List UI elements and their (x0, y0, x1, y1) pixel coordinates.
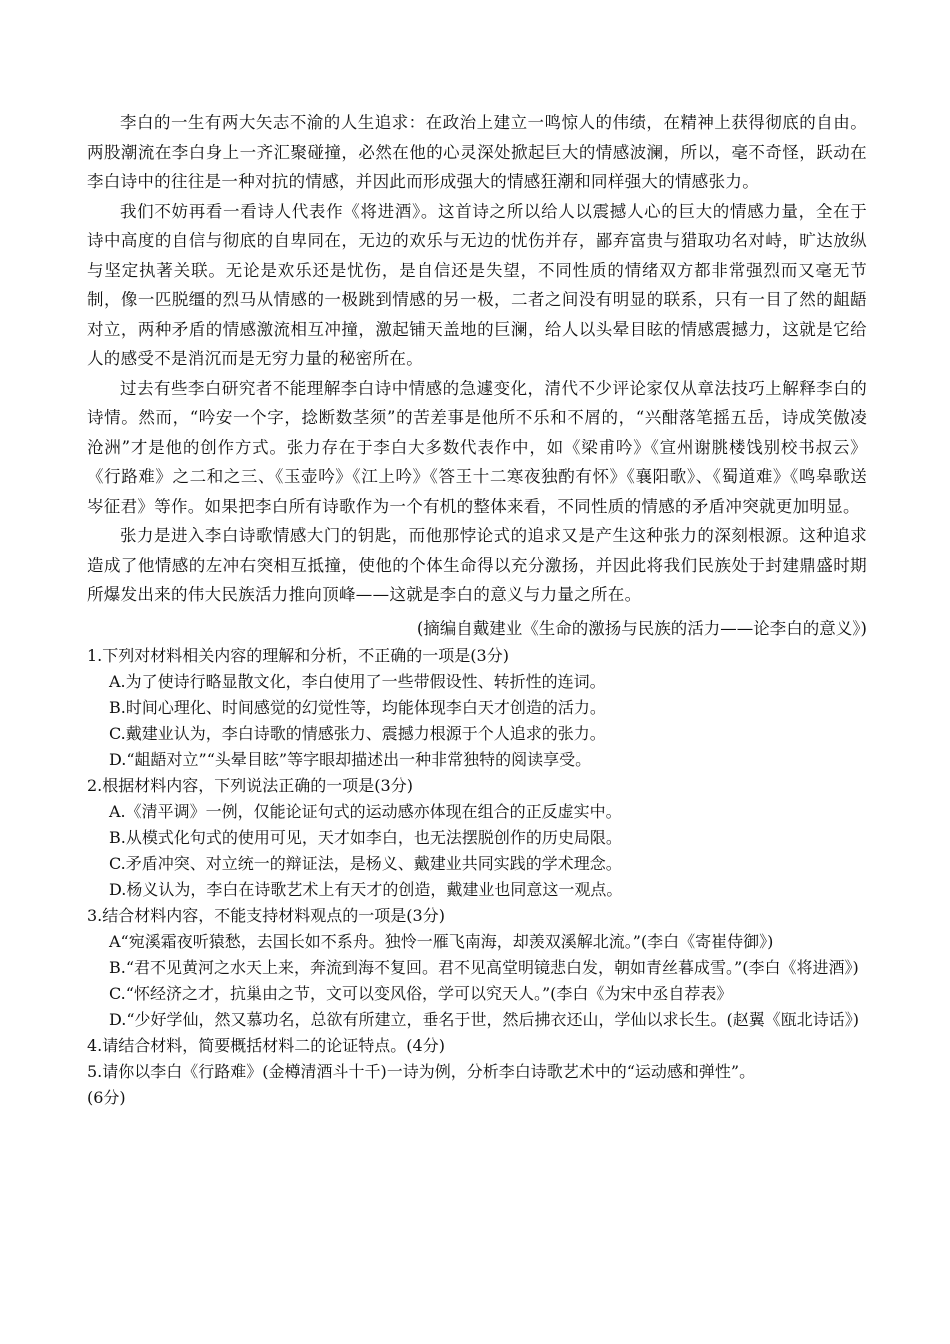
option-c: C.“怀经济之才，抗巢由之节，文可以变风俗，学可以究天人。”(李白《为宋中丞自荐表》 (109, 983, 733, 1003)
option-c: C.矛盾冲突、对立统一的辩证法，是杨义、戴建业共同实践的学术理念。 (109, 853, 622, 873)
question-2 (87, 773, 867, 903)
passage-paragraph-2: 我们不妨再看一看诗人代表作《将进酒》。这首诗之所以给人以震撼人心的巨大的情感力量，全在于诗中高度的自信与彻底的自卑同在，无边的欢乐与无边的忧伤并存，鄙弃富贵与猎取功名对峙，旷达放纵与坚定执著关联。无论是欢乐还是忧伤，是自信还是失望，不同性质的情绪双方都非常强烈而又毫无节制，像一匹脱缰的烈马从情感的一极跳到情感的另一极，二者之间没有明显的联系，只有一目了然的龃龉对立，两种矛盾的情感激流相互冲撞，激起铺天盖地的巨澜，给人以头晕目眩的情感震撼力，这就是它给人的感受不是消沉而是无穷力量的秘密所在。 (87, 201, 867, 368)
option-a: A.为了使诗行略显散文化，李白使用了一些带假设性、转折性的连词。 (109, 671, 606, 691)
option-a: A“宛溪霜夜听猿愁，去国长如不系舟。独怜一雁飞南海，却羡双溪解北流。”(李白《寄崔侍御》) (109, 931, 774, 951)
question-stem: 3.结合材料内容，不能支持材料观点的一项是(3分) (87, 905, 445, 925)
question-5 (87, 1059, 867, 1111)
reading-passage (87, 108, 867, 643)
passage-paragraph-4: 张力是进入李白诗歌情感大门的钥匙，而他那悖论式的追求又是产生这种张力的深刻根源。这种追求造成了他情感的左冲右突相互抵撞，使他的个体生命得以充分激扬，并因此将我们民族处于封建鼎盛时期所爆发出来的伟大民族活力推向顶峰——这就是李白的意义与力量之所在。 (87, 526, 867, 604)
option-c: C.戴建业认为，李白诗歌的情感张力、震撼力根源于个人追求的张力。 (109, 723, 606, 743)
option-d: D.“龃龉对立”“头晕目眩”等字眼却描述出一种非常独特的阅读享受。 (109, 749, 592, 769)
question-stem: 2.根据材料内容，下列说法正确的一项是(3分) (87, 775, 413, 795)
question-stem: 5.请你以李白《行路难》(金樽清酒斗十千)一诗为例，分析李白诗歌艺术中的“运动感和弹性”。 (87, 1061, 756, 1081)
question-list (87, 643, 867, 1111)
question-stem: 4.请结合材料，简要概括材料二的论证特点。(4分) (87, 1035, 445, 1055)
question-3 (87, 903, 867, 1033)
passage-paragraph-3: 过去有些李白研究者不能理解李白诗中情感的急遽变化，清代不少评论家仅从章法技巧上解释李白的诗情。然而，“吟安一个字，捻断数茎须”的苦差事是他所不乐和不屑的，“兴酣落笔摇五岳，诗成笑傲凌沧洲”才是他的创作方式。张力存在于李白大多数代表作中，如《梁甫吟》《宣州谢朓楼饯别校书叔云》《行路难》之二和之三、《玉壶吟》《江上吟》《答王十二寒夜独酌有怀》《襄阳歌》、《蜀道难》《鸣皋歌送岑征君》等作。如果把李白所有诗歌作为一个有机的整体来看，不同性质的情感的矛盾冲突就更加明显。 (87, 378, 867, 516)
question-stem: 1.下列对材料相关内容的理解和分析，不正确的一项是(3分) (87, 645, 509, 665)
passage-paragraph-1: 李白的一生有两大矢志不渝的人生追求：在政治上建立一鸣惊人的伟绩，在精神上获得彻底的自由。两股潮流在李白身上一齐汇聚碰撞，必然在他的心灵深处掀起巨大的情感波澜，所以，毫不奇怪，跃动在李白诗中的往往是一种对抗的情感，并因此而形成强大的情感狂潮和同样强大的情感张力。 (87, 113, 867, 191)
option-b: B.时间心理化、时间感觉的幻觉性等，均能体现李白天才创造的活力。 (109, 697, 606, 717)
question-4 (87, 1033, 867, 1059)
option-b: B.“君不见黄河之水天上来，奔流到海不复回。君不见高堂明镜悲白发，朝如青丝暮成雪。”(李白《将进酒》) (109, 957, 859, 977)
question-1 (87, 643, 867, 773)
document-page (87, 108, 867, 1111)
question-score: (6分) (87, 1087, 126, 1107)
option-b: B.从模式化句式的使用可见，天才如李白，也无法摆脱创作的历史局限。 (109, 827, 622, 847)
option-a: A.《清平调》一例，仅能论证句式的运动感亦体现在组合的正反虚实中。 (109, 801, 622, 821)
passage-source: (摘编自戴建业《生命的激扬与民族的活力——论李白的意义》) (416, 618, 867, 638)
option-d: D.杨义认为，李白在诗歌艺术上有天才的创造，戴建业也同意这一观点。 (109, 879, 623, 899)
option-d: D.“少好学仙，然又慕功名，总欲有所建立，垂名于世，然后拂衣还山，学仙以求长生。(赵翼《瓯北诗话》) (109, 1009, 860, 1029)
